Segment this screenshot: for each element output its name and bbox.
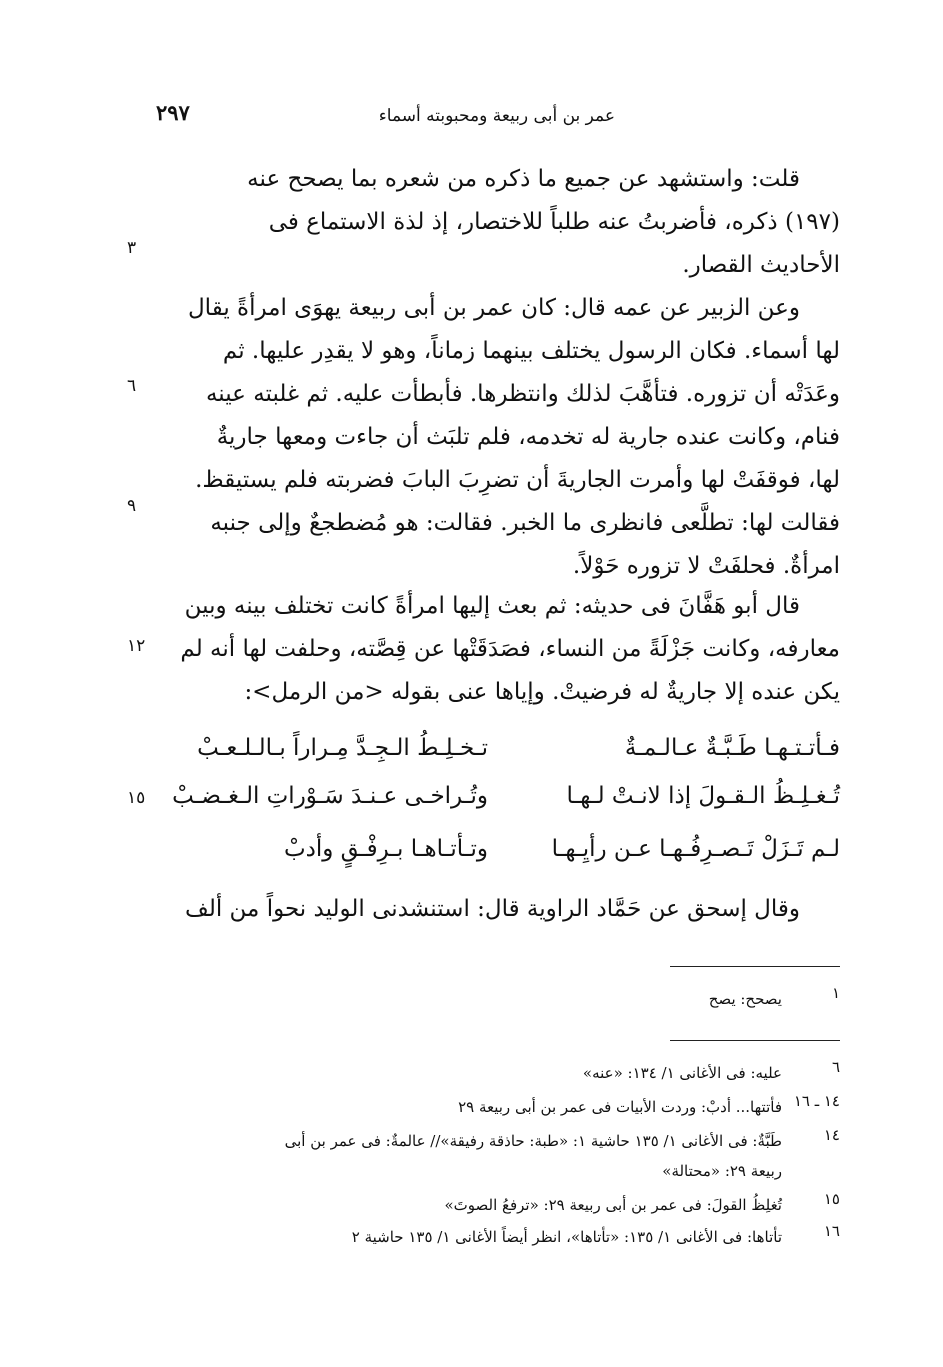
footnote bbox=[150, 1126, 840, 1156]
page-number: ٢٩٧ bbox=[156, 100, 190, 125]
paragraph-3 bbox=[158, 585, 840, 717]
text-line: معارفه، وكانت جَزْلَةً من النساء، فصَدَقَتْها عن قِصَّته، وحلفت لها أنه لم bbox=[180, 636, 840, 662]
margin-line-number: ٦ bbox=[127, 376, 137, 396]
verse-line bbox=[158, 727, 840, 779]
footnote-text: تأتاها: فى الأغانى ١/ ١٣٥: «تأتاها»، انظر أيضاً الأغانى ١/ ١٣٥ حاشية ٢ bbox=[351, 1228, 782, 1246]
text-line: امرأةٌ. فحلفَتْ لا تزوره حَوْلاً. bbox=[572, 553, 840, 579]
text-line: (١٩٧) ذكره، فأضربتُ عنه طلباً للاختصار، إذ لذة الاستماع فى bbox=[268, 209, 840, 235]
footnote-text: تُغلِظُ القولَ: فى عمر بن أبى ربيعة ٢٩: «ترفعُ الصوتَ» bbox=[444, 1196, 782, 1214]
text-line: وقال إسحق عن حَمَّاد الراوية قال: استنشدنى الوليد نحواً من ألف bbox=[185, 896, 800, 922]
margin-line-number: ٣ bbox=[127, 238, 137, 258]
margin-line-number: ١٢ bbox=[127, 636, 146, 656]
verse-second-hemistich: وتـأتـاهـا بـرِفْـقٍ وأدبْ bbox=[283, 836, 488, 862]
margin-line-number: ٩ bbox=[127, 496, 137, 516]
paragraph-2 bbox=[158, 287, 840, 577]
verse-first-hemistich: تُـغـلِـظُ الـقـولَ إذا لانـتْ لـهـا bbox=[566, 783, 840, 809]
verse-first-hemistich: لـم تَـزَلْ تَـصـرِفُـهـا عـن رأيِـهـا bbox=[551, 836, 840, 862]
footnote-line-ref: ١٦ bbox=[823, 1222, 840, 1240]
text-line: قال أبو هَفَّانَ فى حديثه: ثم بعث إليها امرأةً كانت تختلف بينه وبين bbox=[184, 593, 800, 619]
text-line: الأحاديث القصار. bbox=[682, 252, 840, 278]
footnote-text: يصحح: يصح bbox=[708, 990, 782, 1008]
footnote bbox=[150, 1092, 840, 1122]
verse-second-hemistich: وتُـراخـى عـنـدَ سَـوْراتِ الـغـضـبْ bbox=[172, 783, 488, 809]
footnote bbox=[150, 984, 840, 1014]
text-line: فنام، وكانت عنده جارية له تخدمه، فلم تلبَث أن جاءت ومعها جاريةٌ bbox=[216, 424, 840, 450]
footnote-text: عليه: فى الأغانى ١/ ١٣٤: «عنه» bbox=[582, 1064, 782, 1082]
verse-second-hemistich: تـخـلِـطُ الـجِـدَّ مِـراراً بـالـلـعـبْ bbox=[197, 735, 488, 761]
footnote-divider bbox=[670, 966, 840, 967]
footnote-text: فأتتها... أدبْ: وردت الأبيات فى عمر بن أبى ربيعة ٢٩ bbox=[458, 1098, 782, 1116]
text-line: فقالت لها: تطلَّعى فانظرى ما الخبر. فقالت: هو مُضطجعٌ وإلى جنبه bbox=[210, 510, 840, 536]
footnote-line-ref: ١٤ bbox=[823, 1126, 840, 1144]
footnote-line-ref: ١٥ bbox=[823, 1190, 840, 1208]
footnote bbox=[150, 1190, 840, 1220]
footnote-text: طَبَّةٌ: فى الأغانى ١/ ١٣٥ حاشية ١: «طبة: حاذقة رفيقة»// عالمةٌ: فى عمر بن أبى bbox=[284, 1132, 782, 1150]
footnote-text: ربيعة ٢٩: «محتالة» bbox=[662, 1162, 782, 1180]
text-line: وعن الزبير عن عمه قال: كان عمر بن أبى ربيعة يهوَى امرأةً يقال bbox=[187, 295, 800, 321]
text-line: وعَدَتْه أن تزوره. فتأهَّبَ لذلك وانتظرها. فأبطأت عليه. ثم غلبته عينه bbox=[205, 381, 840, 407]
footnote-line-ref: ١ bbox=[831, 984, 840, 1002]
verse-first-hemistich: فـأتـتـهـا طَـبَّـةٌ عـالـمـةٌ bbox=[624, 735, 840, 761]
text-line: لها، فوقفَتْ لها وأمرت الجاريةَ أن تضرِبَ البابَ فضربته فلم يستيقظ. bbox=[195, 467, 840, 493]
text-line: لها أسماء. فكان الرسول يختلف بينهما زماناً، وهو لا يقدِر عليها. ثم bbox=[222, 338, 840, 364]
paragraph-1 bbox=[158, 158, 840, 288]
footnote bbox=[150, 1058, 840, 1088]
verse-line bbox=[158, 775, 840, 827]
footnote-continuation bbox=[150, 1156, 840, 1186]
running-header-title: عمر بن أبى ربيعة ومحبوبته أسماء bbox=[378, 106, 615, 126]
margin-line-number: ١٥ bbox=[127, 788, 146, 808]
paragraph-4 bbox=[158, 888, 840, 934]
footnote-line-ref: ٦ bbox=[831, 1058, 840, 1076]
footnote-line-ref: ١٤ ـ ١٦ bbox=[793, 1092, 840, 1110]
footnote-divider bbox=[670, 1040, 840, 1041]
text-line: قلت: واستشهد عن جميع ما ذكره من شعره بما يصحح عنه bbox=[247, 166, 800, 192]
text-line: يكن عنده إلا جاريةٌ له فرضيتْ. وإياها عنى بقوله <من الرمل>: bbox=[244, 679, 840, 705]
footnote bbox=[150, 1222, 840, 1252]
verse-line bbox=[158, 828, 840, 880]
